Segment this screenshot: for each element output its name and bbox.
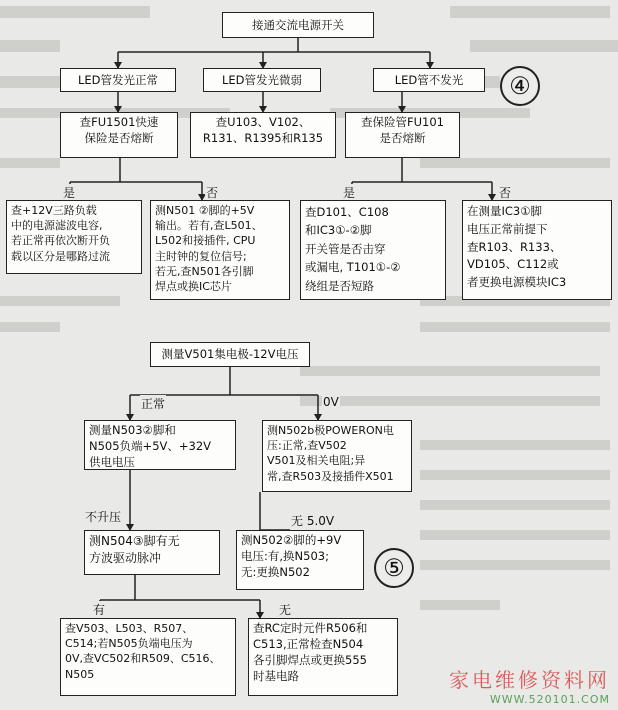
watermark bbox=[449, 664, 610, 706]
box-n503: 测量N503②脚和 N505负端+5V、+32V 供电电压 bbox=[84, 420, 236, 470]
box-12v-load: 查+12V三路负载 中的电源滤波电容, 若正常再依次断开负 载以区分是哪路过流 bbox=[6, 200, 142, 274]
label-yes-2: 是 bbox=[343, 186, 356, 200]
box-d101: 查D101、C108 和IC3①-②脚 开关管是否击穿 或漏电, T101①-② 绕组是否短路 bbox=[300, 200, 446, 300]
label-yes-1: 是 bbox=[63, 186, 76, 200]
watermark-url: WWW.520101.COM bbox=[489, 693, 610, 706]
box-rc-timer: 查RC定时元件R506和 C513,正常检查N504 各引脚焊点或更换555 时基电路 bbox=[248, 618, 398, 696]
label-no-5v: 无 5.0V bbox=[291, 514, 335, 528]
led-weak-box: LED管发光微弱 bbox=[203, 68, 321, 92]
measure-v501-box: 测量V501集电极-12V电压 bbox=[150, 342, 310, 367]
box-n504: 测N504③脚有无 方波驱动脉冲 bbox=[84, 530, 220, 575]
start-box: 接通交流电源开关 bbox=[222, 12, 374, 38]
step-number-4: ④ bbox=[500, 66, 540, 106]
watermark-site-name: 家电维修资料网 bbox=[449, 668, 610, 692]
label-no-2: 否 bbox=[499, 186, 512, 200]
step-number-5: ⑤ bbox=[374, 548, 414, 588]
label-none: 无 bbox=[279, 603, 292, 617]
led-off-box: LED管不发光 bbox=[373, 68, 485, 92]
label-0v: 0V bbox=[323, 395, 339, 409]
label-normal: 正常 bbox=[141, 397, 166, 411]
box-n501: 测N501 ②脚的+5V 输出。若有,查L501、 L502和接插件, CPU 主时钟的复位信号; 若无,查N501各引脚 焊点或换IC芯片 bbox=[150, 200, 290, 300]
check-u103-box: 查U103、V102、 R131、R1395和R135 bbox=[190, 112, 336, 158]
label-has: 有 bbox=[93, 603, 106, 617]
box-n502-9v: 测N502②脚的+9V 电压:有,换N503; 无:更换N502 bbox=[236, 530, 364, 590]
box-n502b: 测N502b极POWERON电 压:正常,查V502 V501及相关电阻;异 常,查R503及接插件X501 bbox=[262, 420, 412, 492]
label-no-1: 否 bbox=[206, 186, 219, 200]
box-ic3: 在测量IC3①脚 电压正常前提下 查R103、R133、 VD105、C112或 者更换电源模块IC3 bbox=[462, 200, 612, 300]
check-fu101-box: 查保险管FU101 是否熔断 bbox=[345, 112, 460, 158]
label-no-boost: 不升压 bbox=[85, 510, 122, 524]
led-normal-box: LED管发光正常 bbox=[60, 68, 176, 92]
check-fu1501-box: 查FU1501快速 保险是否熔断 bbox=[60, 112, 178, 158]
box-v503: 查V503、L503、R507、 C514;若N505负端电压为 0V,查VC502和R509、C516、 N505 bbox=[60, 618, 236, 696]
